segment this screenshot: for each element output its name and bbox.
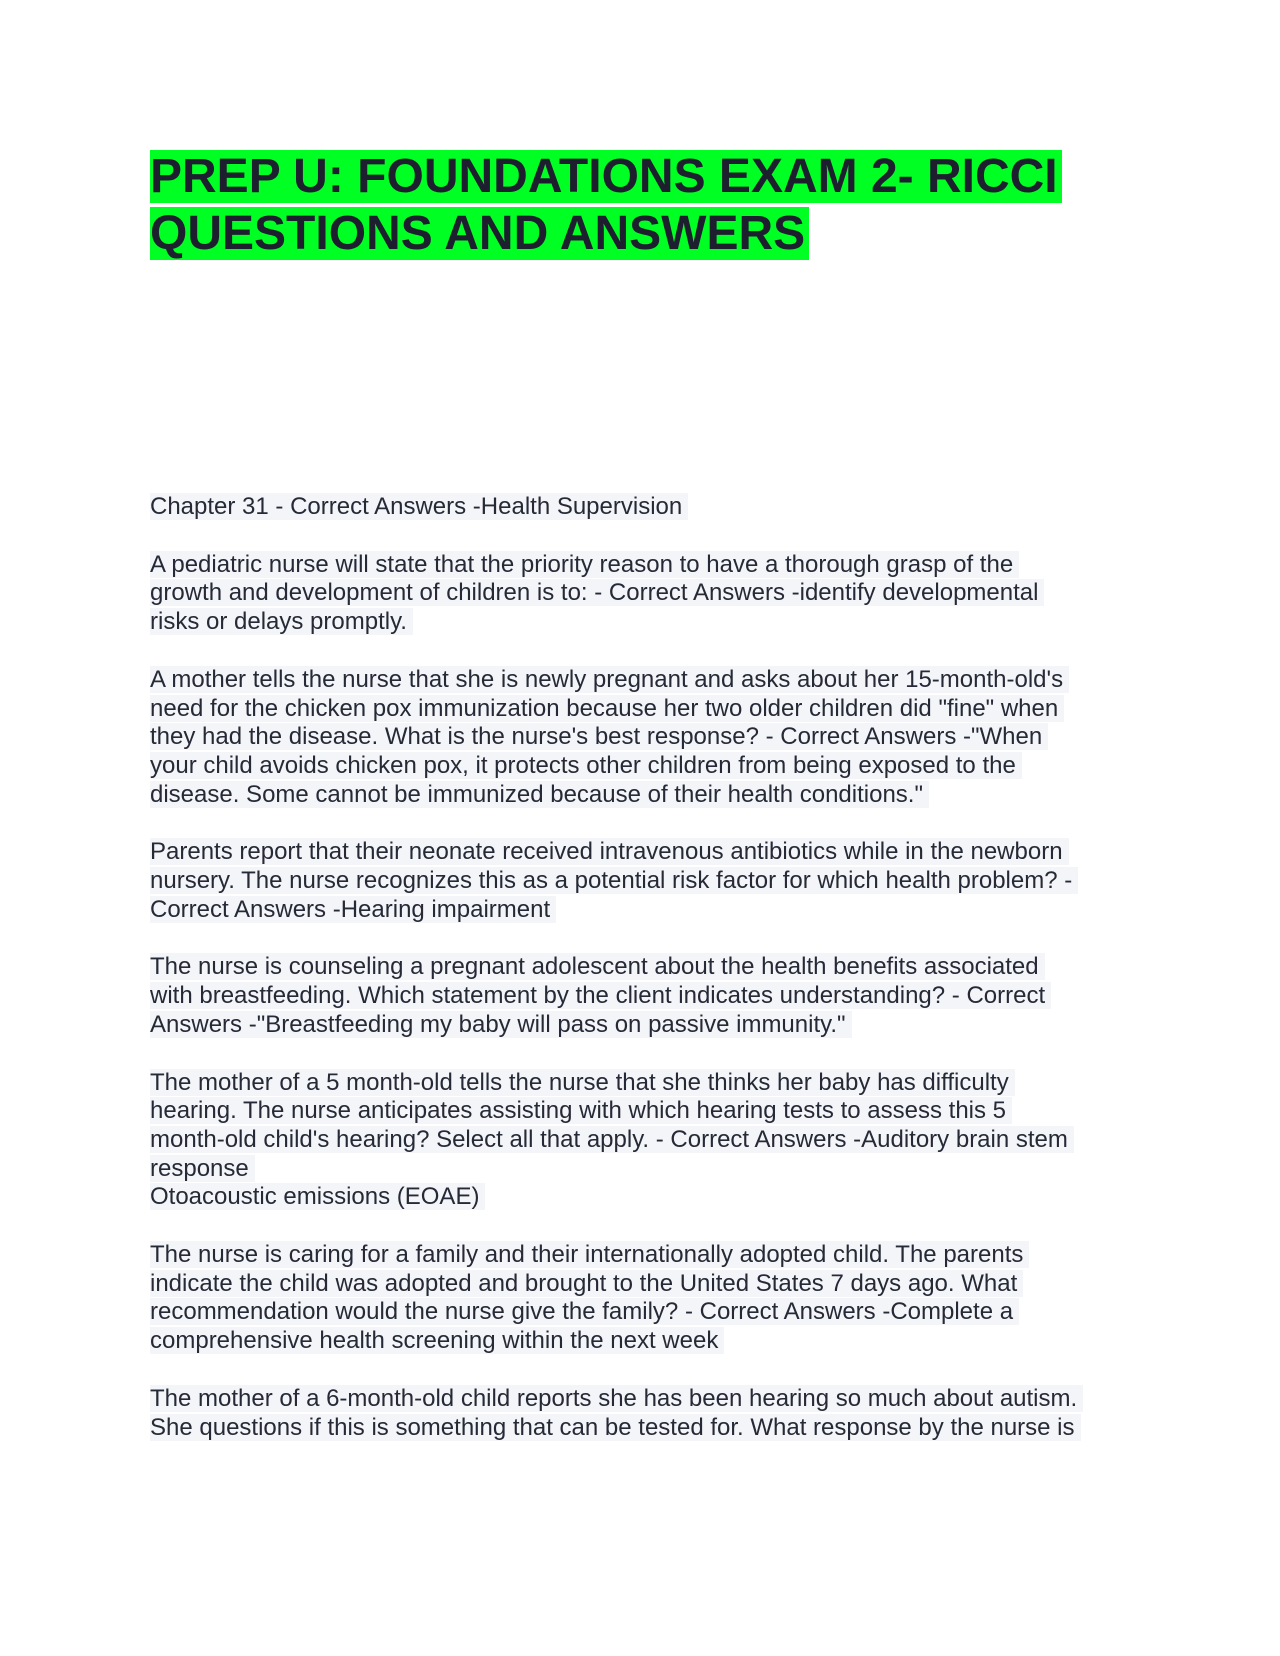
title-line-1: PREP U: FOUNDATIONS EXAM 2- RICCI [150, 150, 1062, 203]
text-line-content: The mother of a 5 month-old tells the nurse that she thinks her baby has difficulty [150, 1069, 1015, 1096]
text-line-content: Answers -"Breastfeeding my baby will pass on passive immunity." [150, 1011, 852, 1038]
qa-entry [150, 666, 1140, 810]
text-line-content: risks or delays promptly. [150, 608, 413, 635]
text-line [150, 838, 1140, 867]
text-line-content: growth and development of children is to: - Correct Answers -identify developmental [150, 579, 1044, 606]
text-line-content: Parents report that their neonate received intravenous antibiotics while in the newborn [150, 838, 1069, 865]
chapter-heading [150, 493, 1140, 522]
text-line [150, 1241, 1140, 1270]
text-line [150, 953, 1140, 982]
text-line-content: The mother of a 6-month-old child reports she has been hearing so much about autism. [150, 1385, 1083, 1412]
text-line-content: nursery. The nurse recognizes this as a potential risk factor for which health problem? - [150, 867, 1078, 894]
text-line-content: The nurse is caring for a family and their internationally adopted child. The parents [150, 1241, 1029, 1268]
text-line-content: need for the chicken pox immunization because her two older children did "fine" when [150, 695, 1064, 722]
text-line-content: your child avoids chicken pox, it protects other children from being exposed to the [150, 752, 1022, 779]
text-line [150, 1011, 1140, 1040]
text-line-content: hearing. The nurse anticipates assisting with which hearing tests to assess this 5 [150, 1097, 1012, 1124]
text-line-content: indicate the child was adopted and brought to the United States 7 days ago. What [150, 1270, 1023, 1297]
document-body [150, 493, 1140, 1471]
text-line-content: Chapter 31 - Correct Answers -Health Supervision [150, 493, 688, 520]
text-line-content: month-old child's hearing? Select all that apply. - Correct Answers -Auditory brain stem [150, 1126, 1074, 1153]
text-line [150, 1414, 1140, 1443]
text-line [150, 608, 1140, 637]
text-line [150, 1385, 1140, 1414]
title-line-2: QUESTIONS AND ANSWERS [150, 207, 809, 260]
text-line-content: with breastfeeding. Which statement by the client indicates understanding? - Correct [150, 982, 1051, 1009]
text-line-content: disease. Some cannot be immunized because of their health conditions." [150, 781, 929, 808]
document-header [150, 148, 1130, 262]
text-line [150, 896, 1140, 925]
text-line [150, 551, 1140, 580]
text-line-content: Correct Answers -Hearing impairment [150, 896, 556, 923]
qa-entry [150, 953, 1140, 1039]
text-line [150, 1327, 1140, 1356]
text-line-content: they had the disease. What is the nurse's best response? - Correct Answers -"When [150, 723, 1048, 750]
qa-entry [150, 551, 1140, 637]
text-line-content: A pediatric nurse will state that the priority reason to have a thorough grasp of the [150, 551, 1019, 578]
text-line [150, 1183, 1140, 1212]
document-title [150, 148, 1130, 262]
text-line [150, 1097, 1140, 1126]
text-line [150, 666, 1140, 695]
text-line [150, 982, 1140, 1011]
text-line [150, 493, 1140, 522]
text-line [150, 1270, 1140, 1299]
qa-entry [150, 1385, 1140, 1442]
text-line [150, 1126, 1140, 1155]
text-line-content: A mother tells the nurse that she is newly pregnant and asks about her 15-month-old's [150, 666, 1069, 693]
text-line-content: comprehensive health screening within the next week [150, 1327, 724, 1354]
text-line-content: Otoacoustic emissions (EOAE) [150, 1183, 485, 1210]
text-line [150, 752, 1140, 781]
text-line-content: She questions if this is something that can be tested for. What response by the nurse is [150, 1414, 1081, 1441]
text-line [150, 579, 1140, 608]
qa-entry [150, 1069, 1140, 1213]
text-line-content: The nurse is counseling a pregnant adolescent about the health benefits associated [150, 953, 1045, 980]
text-line-content: response [150, 1155, 255, 1182]
text-line [150, 1298, 1140, 1327]
text-line [150, 781, 1140, 810]
qa-entry [150, 1241, 1140, 1356]
text-line [150, 1069, 1140, 1098]
text-line [150, 695, 1140, 724]
qa-entry [150, 838, 1140, 924]
text-line [150, 867, 1140, 896]
text-line [150, 1155, 1140, 1184]
text-line [150, 723, 1140, 752]
text-line-content: recommendation would the nurse give the family? - Correct Answers -Complete a [150, 1298, 1019, 1325]
